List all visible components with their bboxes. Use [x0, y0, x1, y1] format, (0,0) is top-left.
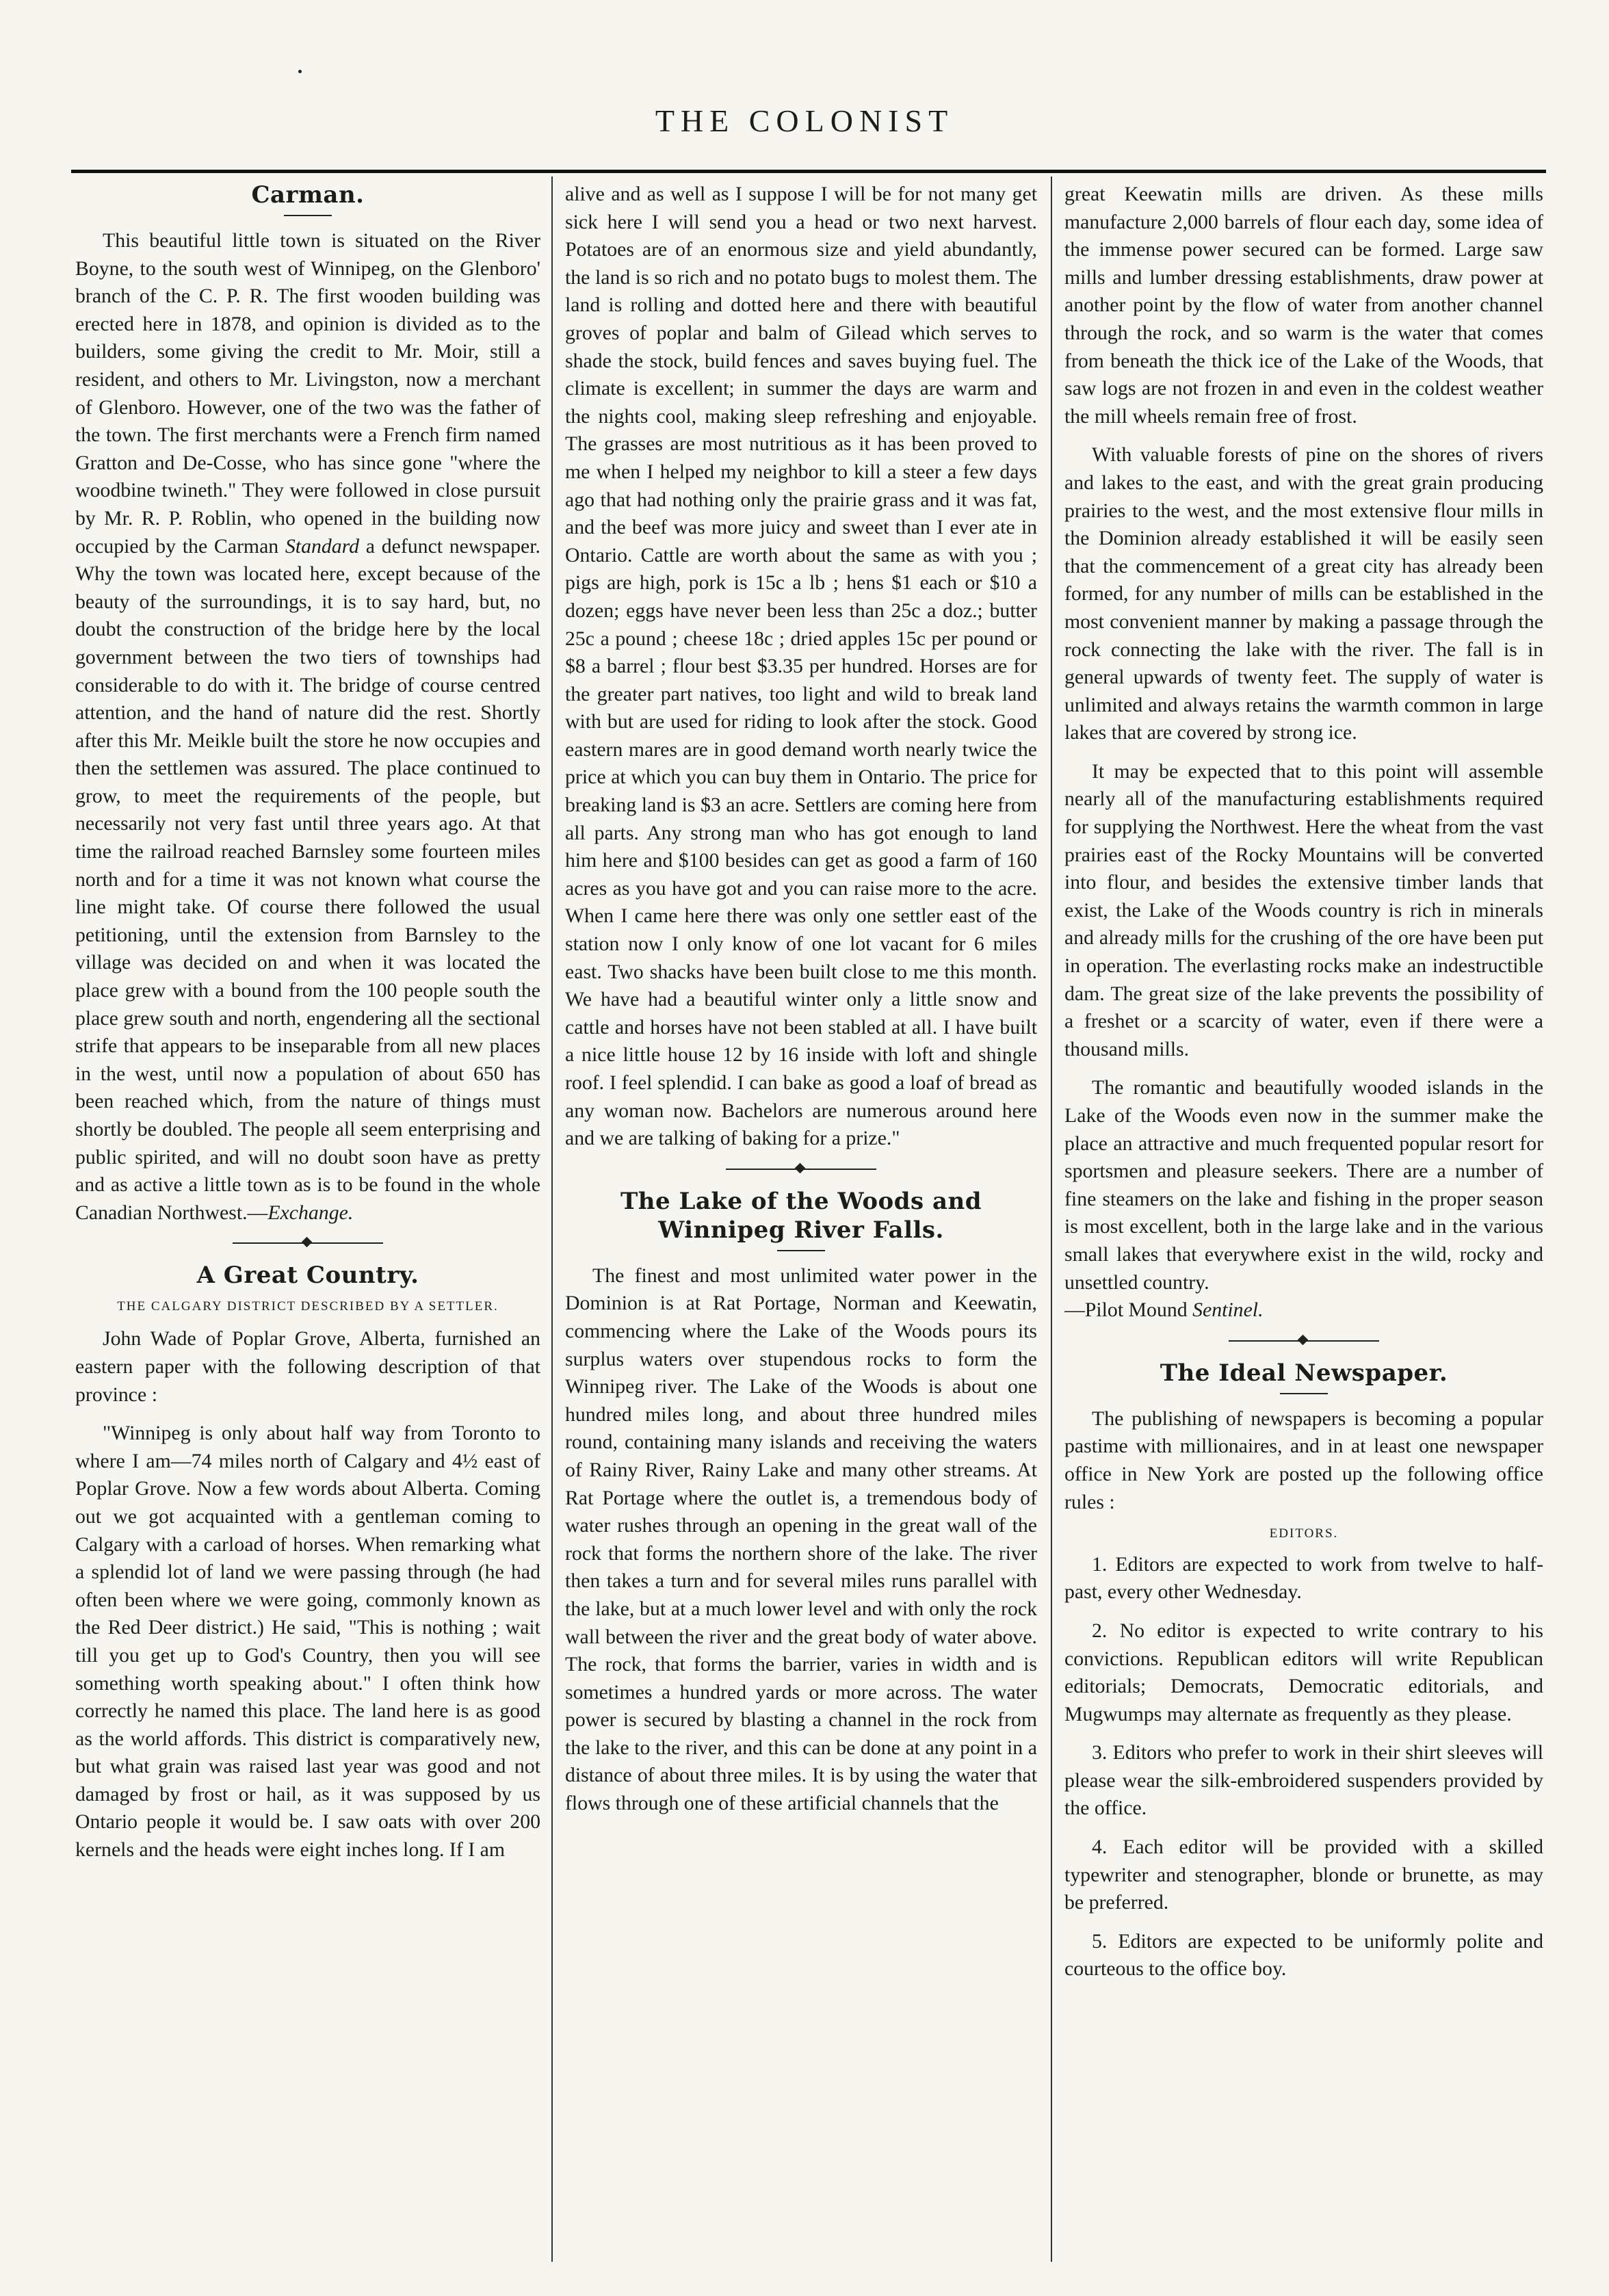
title-rule: [777, 1250, 825, 1251]
article-title-lake-of-the-woods: The Lake of the Woods and Winnipeg River Falls.: [620, 1187, 982, 1244]
lake-woods-text: The romantic and beautifully wooded islands in the Lake of the Woods even now in the summer make the place an attractive and much frequented popular resort for sportsmen and pleasure seekers. There are a number of fine steamers on the lake and fishing in the proper season is most excellent, both in the large lake and in the various small lakes that everywhere exist in the wild, rocky and unsettled country.: [1064, 1076, 1543, 1294]
office-rule: 4. Each editor will be provided with a skilled typewriter and stenographer, blonde or brunette, as may be preferred.: [1064, 1836, 1543, 1914]
editors-heading: EDITORS.: [1269, 1526, 1339, 1541]
article-title-ideal-newspaper: The Ideal Newspaper.: [1160, 1359, 1448, 1387]
carman-text: a defunct newspaper. Why the town was located here, except because of the beauty of the surroundings, it is to say hard, but, no doubt the construction of the bridge here by the local government between the two tiers of townships had considerable to do with it. The bridge of course centred attention, and the hand of nature did the rest. Shortly after this Mr. Meikle built the store he now occupies and then the settlemen was assured. The place continued to grow, to meet the requirements of the people, but necessarily not very fast until three years ago. At that time the railroad reached Barnsley some fourteen miles north and for a time it was not known what course the line might take. Of course there followed the usual petitioning, until the extension from Barnsley to the village was decided on and when it was located the place grew with a bound from the 100 people south the place grew south and north, engendering all the sectional strife that appears to be inseparable from all new places in the west, until now a population of about 650 has been reached which, from the nature of things must shortly be doubled. The people all seem enterprising and public spirited, and will no doubt soon have as pretty and as active a little town as is to be found in the whole Canadian Northwest.—: [75, 534, 540, 1224]
lake-woods-paragraph: With valuable forests of pine on the shores of rivers and lakes to the east, and with the great grain producing prairies to the west, and the most extensive flour mills in the Dominion already established it will be easily seen that the commencement of a great city has already been formed, for any number of mills can be established in the most convenient manner by making a passage through the rock connecting the lake with the river. The fall is in general upwards of twenty feet. The supply of water is unlimited and always retains the warmth common in large lakes that are covered by strong ice.: [1064, 443, 1543, 744]
office-rule: 5. Editors are expected to be uniformly polite and courteous to the office boy.: [1064, 1929, 1543, 1981]
article-title-carman: Carman.: [251, 181, 365, 209]
great-country-intro: John Wade of Poplar Grove, Alberta, furnished an eastern paper with the following description of that province :: [75, 1327, 540, 1406]
masthead: THE COLONIST: [655, 103, 954, 138]
article-title-great-country: A Great Country.: [196, 1262, 419, 1290]
column-2: [565, 181, 1037, 2260]
column-rule: [1051, 177, 1052, 2262]
ink-speck: [298, 70, 302, 73]
office-rule: 2. No editor is expected to write contrary to his convictions. Republican editors will write Republican editorials; Democrats, Democratic editorials, and Mugwumps may alternate as frequently as they please.: [1064, 1619, 1543, 1725]
lake-woods-paragraph: [1064, 1074, 1543, 1324]
masthead-rule: [71, 170, 1546, 173]
column-rule: [551, 177, 553, 2262]
column-1: [75, 181, 540, 2260]
article-subhead: THE CALGARY DISTRICT DESCRIBED BY A SETTLER.: [117, 1299, 499, 1314]
office-rule: 1. Editors are expected to work from twelve to half-past, every other Wednesday.: [1064, 1552, 1543, 1604]
title-rule: [1280, 1393, 1328, 1394]
lake-woods-paragraph: The finest and most unlimited water power in the Dominion is at Rat Portage, Norman and Keewatin, commencing where the Lake of the Woods pours its surplus waters over stupendous rocks to form the Winnipeg river. The Lake of the Woods is about one hundred miles long, and about three hundred miles round, containing many islands and receiving the waters of Rainy River, Rainy Lake and many other streams. At Rat Portage where the outlet is, a tremendous body of water rushes through an opening in the great wall of the rock that forms the northern shore of the lake. The river then takes a turn and for several miles runs parallel with the lake, but at a much lower level and with only the rock wall between the river and the great body of water above. The rock, that forms the barrier, varies in width and is sometimes a hundred yards or more across. The water power is secured by blasting a channel in the rock from the lake to the river, and this can be done at any point in a distance of about three miles. It is by using the water that flows through one of these artificial channels that the: [565, 1264, 1037, 1815]
carman-source: Exchange.: [267, 1201, 354, 1224]
source-prefix: —Pilot Mound: [1064, 1299, 1193, 1322]
carman-text: This beautiful little town is situated on the River Boyne, to the south west of Winnipeg, on the Glenboro' branch of the C. P. R. The first wooden building was erected here in 1878, and opinion is divided as to the builders, some giving the credit to Mr. Moir, still a resident, and others to Mr. Livingston, now a merchant of Glenboro. However, one of the two was the father of the town. The first merchants were a French firm named Gratton and De-Cosse, who has since gone "where the woodbine twineth." They were followed in close pursuit by Mr. R. P. Roblin, who opened in the building now occupied by the Carman: [75, 229, 540, 558]
lake-woods-paragraph-continued: great Keewatin mills are driven. As these mills manufacture 2,000 barrels of flour each day, some idea of the immense power secured can be formed. Large saw mills and lumber dressing establishments, draw power at another point by the flow of water from another channel through the rock, and so warm is the water that comes from beneath the thick ice of the Lake of the Woods, that saw logs are not frozen in and even in the coldest weather the mill wheels remain free of frost.: [1064, 183, 1543, 428]
section-ornament: [1229, 1335, 1379, 1346]
section-ornament: [233, 1238, 383, 1249]
lake-woods-paragraph: It may be expected that to this point will assemble nearly all of the manufacturing establishments required for supplying the Northwest. Here the wheat from the vast prairies east of the Rocky Mountains will be converted into flour, and besides the extensive timber lands that exist, the Lake of the Woods country is rich in minerals and already mills for the crushing of the ore have been put in operation. The everlasting rocks make an indestructible dam. The great size of the lake prevents the possibility of a freshet or a scarcity of water, even if there were a thousand mills.: [1064, 759, 1543, 1060]
lake-woods-source: Sentinel.: [1192, 1299, 1264, 1322]
great-country-letter: "Winnipeg is only about half way from Toronto to where I am—74 miles north of Calgary and 4½ east of Poplar Grove. Now a few words about Alberta. Coming out we got acquainted with a gentleman coming to Calgary with a carload of horses. When remarking what a splendid lot of land we were passing through (he had often been where we were going, commonly known as the Red Deer district.) He said, "This is nothing ; wait till you get up to God's Country, then you will see something worth speaking about." I often think how correctly he named this place. The land here is as good as the world affords. This district is comparatively new, but what grain was raised last year was good and not damaged by frost or hail, as it was supposed by us Ontario people it would be. I saw oats with over 200 kernels and the heads were eight inches long. If I am: [75, 1422, 540, 1862]
great-country-letter-continued: alive and as well as I suppose I will be for not many get sick here I will send you a head or two next harvest. Potatoes are of an enormous size and yield abundantly, the land is so rich and no potato bugs to molest them. The land is rolling and dotted here and there with beautiful groves of poplar and balm of Gilead which serves to shade the stock, build fences and saves buying fuel. The climate is excellent; in summer the days are warm and the nights cool, making sleep refreshing and enjoyable. The grasses are most nutritious as it has been proved to me when I helped my neighbor to kill a steer a few days ago that had nothing only the prairie grass and it was fat, and the beef was more juicy and sweet than I ever ate in Ontario. Cattle are worth about the same as with you ; pigs are high, pork is 15c a lb ; hens $1 each or $10 a dozen; eggs have never been less than 25c a doz.; butter 25c a pound ; cheese 18c ; dried apples 15c per pound or $8 a barrel ; flour best $3.35 per hundred. Horses are for the greater part natives, too light and wild to break land with but are used for riding to look after the stock. Good eastern mares are in good demand worth nearly twice the price at which you can buy them in Ontario. The price for breaking land is $3 an acre. Settlers are coming here from all parts. Any strong man who has got enough to land him here and $100 besides can get as good a farm of 160 acres as you have got and you can raise more to the acre. When I came here there was only one settler east of the station now I only know of one lot vacant for 6 miles east. Two shacks have been built close to me this month. We have had a beautiful winter only a little snow and cattle and horses have not been stabled at all. I have built a nice little house 12 by 16 inside with loft and shingle roof. I feel splendid. I can bake as good a loaf of bread as any woman now. Bachelors are numerous around here and we are talking of baking for a prize.": [565, 183, 1037, 1150]
column-3: [1064, 181, 1543, 2260]
newspaper-name: Standard: [285, 534, 360, 558]
carman-paragraph: [75, 227, 540, 1227]
title-rule: [284, 215, 332, 216]
ideal-newspaper-intro: The publishing of newspapers is becoming a popular pastime with millionaires, and in at least one newspaper office in New York are posted up the following office rules :: [1064, 1407, 1543, 1513]
office-rule: 3. Editors who prefer to work in their shirt sleeves will please wear the silk-embroidered suspenders provided by the office.: [1064, 1741, 1543, 1820]
section-ornament: [726, 1164, 876, 1175]
